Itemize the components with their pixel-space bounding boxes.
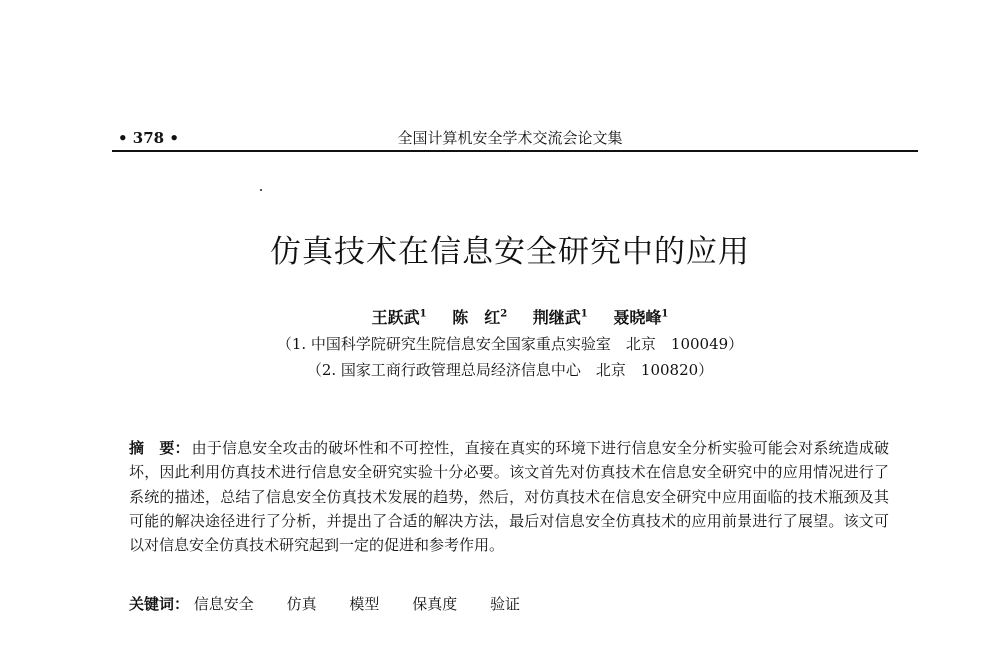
- abstract: [129, 436, 889, 557]
- author-name: 陈 红: [452, 308, 501, 327]
- affiliation-1: （1. 中国科学院研究生院信息安全国家重点实验室 北京 100049）: [276, 335, 744, 353]
- affiliation-2: （2. 国家工商行政管理总局经济信息中心 北京 100820）: [306, 361, 714, 379]
- keyword: 保真度: [412, 595, 458, 613]
- author: [533, 308, 588, 327]
- header-rule: [112, 150, 918, 152]
- page-number: • 378 •: [118, 129, 179, 147]
- scan-speck: [260, 189, 262, 191]
- author-list: [330, 305, 710, 328]
- author: [452, 308, 507, 327]
- author-affiliation-mark: 1: [661, 308, 669, 320]
- abstract-text: 由于信息安全攻击的破坏性和不可控性，直接在真实的环境下进行信息安全分析实验可能会对系统造成破坏，因此利用仿真技术进行信息安全研究实验十分必要。该文首先对仿真技术在信息安全研究中的应用情况进行了系统的描述，总结了信息安全仿真技术发展的趋势，然后，对仿真技术在信息安全研究中应用面临的技术瓶颈及其可能的解决途径进行了分析，并提出了合适的解决方法，最后对信息安全仿真技术的应用前景进行了展望。该文可以对信息安全仿真技术研究起到一定的促进和参考作用。: [129, 439, 889, 555]
- author-name: 聂晓峰: [613, 308, 662, 327]
- running-header-title: 全国计算机安全学术交流会论文集: [397, 129, 623, 147]
- abstract-label: 摘 要：: [129, 439, 190, 457]
- keyword: 仿真: [286, 595, 317, 613]
- author: [372, 308, 427, 327]
- keywords-label: 关键词：: [129, 595, 190, 613]
- author: [613, 308, 668, 327]
- author-name: 荆继武: [532, 308, 581, 327]
- author-name: 王跃武: [371, 308, 420, 327]
- paper-title: 仿真技术在信息安全研究中的应用: [270, 234, 750, 270]
- keyword: 模型: [349, 595, 380, 613]
- author-affiliation-mark: 2: [500, 308, 508, 320]
- keywords: [129, 593, 548, 614]
- author-affiliation-mark: 1: [419, 308, 427, 320]
- keyword: 验证: [489, 595, 520, 613]
- author-affiliation-mark: 1: [580, 308, 588, 320]
- keyword: 信息安全: [193, 595, 254, 613]
